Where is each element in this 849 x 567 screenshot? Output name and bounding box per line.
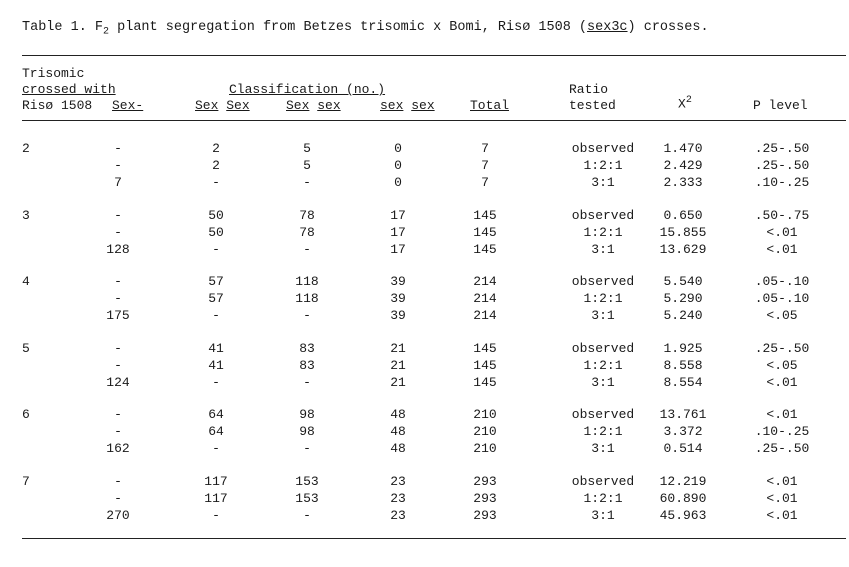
- cell-sex-sex: 64: [208, 424, 224, 439]
- cell-sex-sexlower: 98: [299, 407, 315, 422]
- cell-chi-square: 5.540: [663, 274, 703, 289]
- cell-sexlower-sexlower: 39: [390, 274, 406, 289]
- cell-ratio: 1:2:1: [583, 491, 623, 506]
- cell-sex-minus: -: [114, 141, 122, 156]
- cell-ratio: observed: [571, 141, 635, 156]
- cell-p-level: .50-.75: [754, 208, 810, 223]
- cell-sex-sexlower: -: [303, 441, 311, 456]
- caption-suffix: ) crosses.: [627, 20, 709, 35]
- cell-total: 145: [473, 358, 497, 373]
- cell-sexlower-sexlower: 23: [390, 474, 406, 489]
- cell-sex-sexlower: 78: [299, 208, 315, 223]
- header-rule: [22, 120, 846, 121]
- cell-trisomic: 3: [22, 208, 30, 223]
- header-sex-sex-1: Sex Sex: [195, 98, 250, 113]
- cell-sexlower-sexlower: 0: [394, 158, 402, 173]
- header-trisomic: Trisomic: [22, 66, 85, 81]
- cell-chi-square: 13.629: [659, 242, 707, 257]
- cell-chi-square: 8.558: [663, 358, 703, 373]
- cell-p-level: <.01: [766, 407, 798, 422]
- cell-ratio: 3:1: [591, 508, 615, 523]
- cell-total: 293: [473, 508, 497, 523]
- cell-chi-square: 1.925: [663, 341, 703, 356]
- cell-sex-minus: -: [114, 158, 122, 173]
- cell-sexlower-sexlower: 21: [390, 358, 406, 373]
- cell-sex-sex: -: [212, 308, 220, 323]
- caption-middle: plant segregation from Betzes trisomic x Bomi, Risø 1508 (: [109, 20, 588, 35]
- cell-sex-sexlower: 118: [295, 274, 319, 289]
- header-classification: Classification (no.): [229, 82, 386, 97]
- cell-sex-sexlower: 78: [299, 225, 315, 240]
- cell-sex-sex: 41: [208, 358, 224, 373]
- cell-sex-sex: 50: [208, 225, 224, 240]
- cell-ratio: observed: [571, 208, 635, 223]
- cell-p-level: <.01: [766, 474, 798, 489]
- cell-chi-square: 8.554: [663, 375, 703, 390]
- cell-ratio: 3:1: [591, 441, 615, 456]
- cell-total: 7: [481, 158, 489, 173]
- cell-sex-minus: -: [114, 424, 122, 439]
- cell-ratio: 1:2:1: [583, 225, 623, 240]
- cell-total: 145: [473, 225, 497, 240]
- cell-sex-sex: 2: [212, 141, 220, 156]
- cell-ratio: 3:1: [591, 375, 615, 390]
- cell-total: 210: [473, 441, 497, 456]
- table-caption: [22, 20, 709, 38]
- caption-subscript: 2: [103, 26, 110, 38]
- cell-sex-minus: 270: [106, 508, 130, 523]
- cell-sexlower-sexlower: 23: [390, 491, 406, 506]
- cell-sex-minus: -: [114, 225, 122, 240]
- cell-chi-square: 2.429: [663, 158, 703, 173]
- bottom-rule: [22, 538, 846, 539]
- cell-p-level: <.05: [766, 358, 798, 373]
- cell-sexlower-sexlower: 0: [394, 141, 402, 156]
- cell-total: 145: [473, 208, 497, 223]
- cell-p-level: .25-.50: [754, 441, 810, 456]
- cell-sex-minus: -: [114, 341, 122, 356]
- cell-p-level: <.01: [766, 508, 798, 523]
- cell-p-level: <.01: [766, 375, 798, 390]
- cell-ratio: 1:2:1: [583, 424, 623, 439]
- cell-p-level: .25-.50: [754, 341, 810, 356]
- cell-total: 214: [473, 308, 497, 323]
- cell-p-level: <.01: [766, 491, 798, 506]
- cell-sexlower-sexlower: 39: [390, 291, 406, 306]
- cell-sex-sex: 117: [204, 491, 228, 506]
- cell-chi-square: 5.240: [663, 308, 703, 323]
- cell-sex-sex: 57: [208, 291, 224, 306]
- cell-total: 210: [473, 407, 497, 422]
- cell-p-level: <.01: [766, 225, 798, 240]
- cell-sexlower-sexlower: 0: [394, 175, 402, 190]
- top-rule: [22, 55, 846, 56]
- caption-prefix: Table 1. F: [22, 20, 104, 35]
- cell-chi-square: 12.219: [659, 474, 707, 489]
- cell-chi-square: 45.963: [659, 508, 707, 523]
- cell-sex-sex: 64: [208, 407, 224, 422]
- header-ratio: Ratio: [569, 82, 609, 97]
- cell-chi-square: 15.855: [659, 225, 707, 240]
- header-chi-square: $X^2$: [678, 95, 692, 112]
- cell-sex-sex: 50: [208, 208, 224, 223]
- cell-p-level: .05-.10: [754, 274, 810, 289]
- cell-trisomic: 5: [22, 341, 30, 356]
- cell-sex-minus: -: [114, 274, 122, 289]
- cell-total: 145: [473, 341, 497, 356]
- cell-trisomic: 7: [22, 474, 30, 489]
- cell-total: 7: [481, 141, 489, 156]
- cell-p-level: <.05: [766, 308, 798, 323]
- header-p-level: P level: [753, 98, 808, 113]
- cell-ratio: observed: [571, 474, 635, 489]
- cell-ratio: 1:2:1: [583, 291, 623, 306]
- cell-chi-square: 5.290: [663, 291, 703, 306]
- cell-sexlower-sexlower: 39: [390, 308, 406, 323]
- cell-p-level: <.01: [766, 242, 798, 257]
- cell-sex-minus: 175: [106, 308, 130, 323]
- cell-sexlower-sexlower: 23: [390, 508, 406, 523]
- cell-sex-sexlower: -: [303, 375, 311, 390]
- cell-sex-sex: 41: [208, 341, 224, 356]
- header-riso: Risø 1508: [22, 98, 93, 113]
- cell-sex-sexlower: 5: [303, 141, 311, 156]
- header-crossed-with: crossed with: [22, 82, 116, 97]
- cell-ratio: observed: [571, 407, 635, 422]
- cell-sex-minus: 128: [106, 242, 130, 257]
- cell-sexlower-sexlower: 17: [390, 225, 406, 240]
- header-sex-sex-3: sex sex: [380, 98, 435, 113]
- cell-sex-minus: -: [114, 491, 122, 506]
- cell-sex-sexlower: -: [303, 508, 311, 523]
- cell-sex-sexlower: 153: [295, 474, 319, 489]
- cell-sex-sex: -: [212, 508, 220, 523]
- cell-sexlower-sexlower: 48: [390, 407, 406, 422]
- cell-sexlower-sexlower: 48: [390, 441, 406, 456]
- cell-trisomic: 4: [22, 274, 30, 289]
- cell-sex-sexlower: 83: [299, 341, 315, 356]
- cell-total: 145: [473, 242, 497, 257]
- header-sex-sex-2: Sex sex: [286, 98, 341, 113]
- cell-total: 214: [473, 274, 497, 289]
- cell-sex-sexlower: -: [303, 175, 311, 190]
- cell-sex-sex: 57: [208, 274, 224, 289]
- cell-total: 293: [473, 491, 497, 506]
- header-tested: tested: [569, 98, 616, 113]
- cell-p-level: .25-.50: [754, 141, 810, 156]
- cell-total: 145: [473, 375, 497, 390]
- cell-chi-square: 13.761: [659, 407, 707, 422]
- cell-sex-minus: 124: [106, 375, 130, 390]
- cell-total: 210: [473, 424, 497, 439]
- cell-sex-sex: -: [212, 175, 220, 190]
- cell-p-level: .05-.10: [754, 291, 810, 306]
- cell-sex-sexlower: 118: [295, 291, 319, 306]
- cell-trisomic: 6: [22, 407, 30, 422]
- cell-sexlower-sexlower: 21: [390, 341, 406, 356]
- cell-ratio: observed: [571, 274, 635, 289]
- cell-sexlower-sexlower: 17: [390, 208, 406, 223]
- cell-sex-sexlower: -: [303, 308, 311, 323]
- cell-ratio: 1:2:1: [583, 158, 623, 173]
- cell-sex-sex: 2: [212, 158, 220, 173]
- cell-sex-minus: 7: [114, 175, 122, 190]
- cell-p-level: .10-.25: [754, 424, 810, 439]
- cell-sexlower-sexlower: 21: [390, 375, 406, 390]
- cell-sex-minus: -: [114, 358, 122, 373]
- cell-sex-sex: -: [212, 242, 220, 257]
- header-total: Total: [470, 98, 510, 113]
- caption-gene: sex3c: [587, 20, 628, 35]
- cell-sex-sexlower: 83: [299, 358, 315, 373]
- cell-sex-sex: -: [212, 375, 220, 390]
- cell-chi-square: 60.890: [659, 491, 707, 506]
- cell-sex-sexlower: -: [303, 242, 311, 257]
- cell-sexlower-sexlower: 48: [390, 424, 406, 439]
- cell-sex-minus: -: [114, 407, 122, 422]
- cell-chi-square: 3.372: [663, 424, 703, 439]
- cell-sex-minus: -: [114, 474, 122, 489]
- cell-sex-sexlower: 153: [295, 491, 319, 506]
- cell-total: 293: [473, 474, 497, 489]
- cell-sex-minus: 162: [106, 441, 130, 456]
- cell-p-level: .10-.25: [754, 175, 810, 190]
- cell-chi-square: 0.650: [663, 208, 703, 223]
- cell-ratio: observed: [571, 341, 635, 356]
- cell-ratio: 3:1: [591, 308, 615, 323]
- cell-chi-square: 1.470: [663, 141, 703, 156]
- cell-p-level: .25-.50: [754, 158, 810, 173]
- cell-chi-square: 2.333: [663, 175, 703, 190]
- header-sex-minus: Sex-: [112, 98, 144, 113]
- cell-sex-sex: 117: [204, 474, 228, 489]
- cell-chi-square: 0.514: [663, 441, 703, 456]
- cell-sex-sexlower: 98: [299, 424, 315, 439]
- cell-sex-minus: -: [114, 208, 122, 223]
- cell-sex-sexlower: 5: [303, 158, 311, 173]
- cell-ratio: 1:2:1: [583, 358, 623, 373]
- cell-total: 7: [481, 175, 489, 190]
- cell-sex-sex: -: [212, 441, 220, 456]
- cell-sex-minus: -: [114, 291, 122, 306]
- cell-total: 214: [473, 291, 497, 306]
- cell-trisomic: 2: [22, 141, 30, 156]
- cell-sexlower-sexlower: 17: [390, 242, 406, 257]
- cell-ratio: 3:1: [591, 175, 615, 190]
- cell-ratio: 3:1: [591, 242, 615, 257]
